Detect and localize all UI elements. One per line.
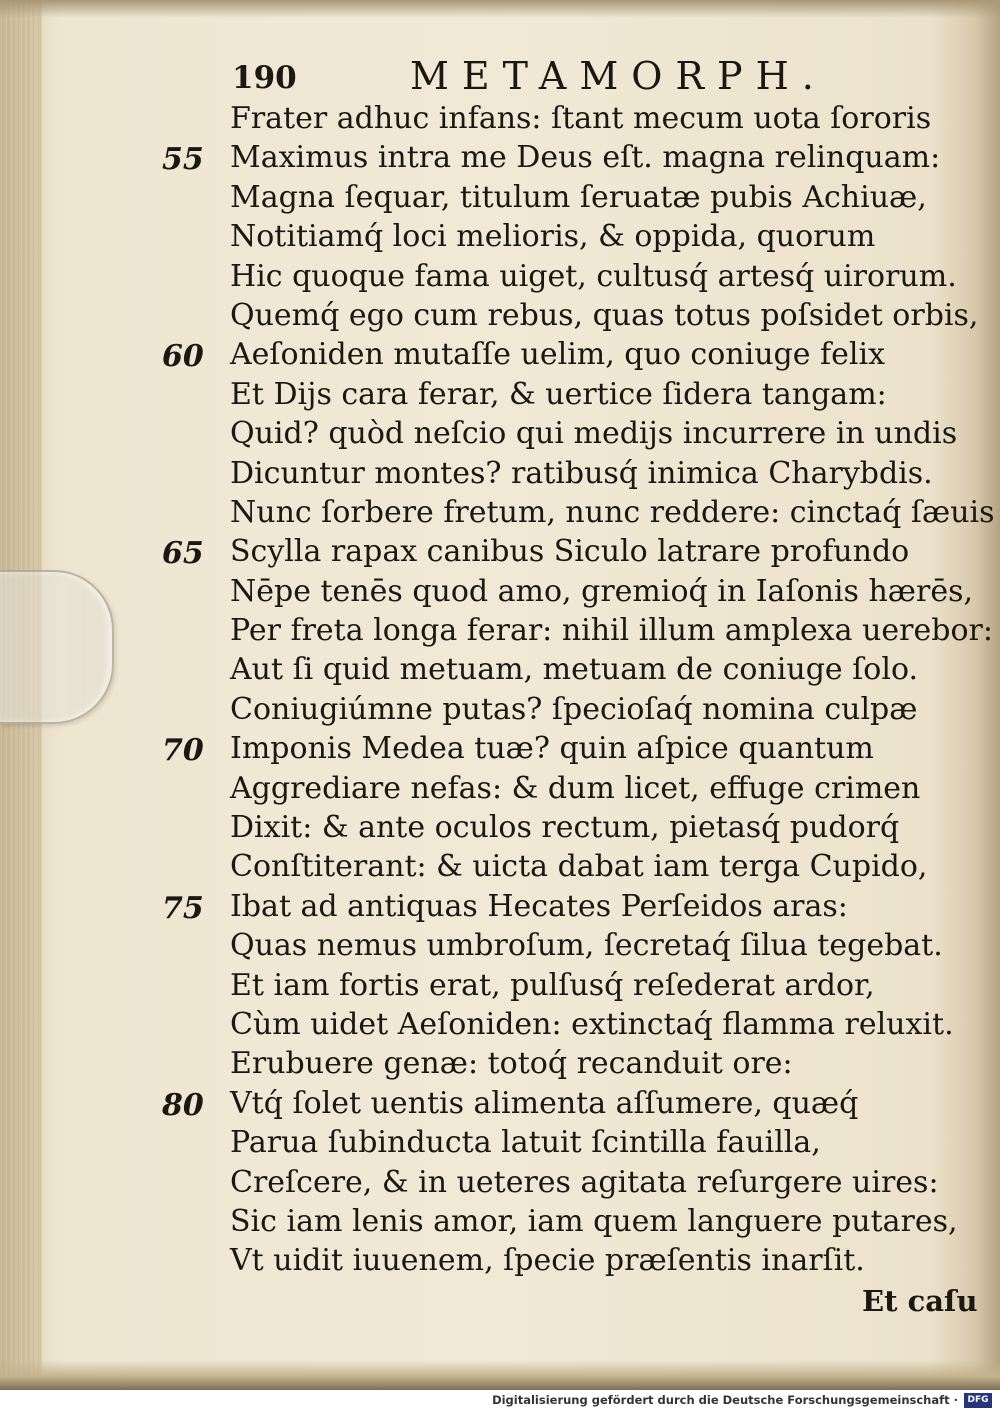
verse-text: Scylla rapax canibus Siculo latrare profundo bbox=[230, 534, 910, 570]
verse-line bbox=[162, 138, 970, 178]
line-number: 80 bbox=[162, 1087, 204, 1123]
running-head: METAMORPH. bbox=[410, 54, 827, 98]
line-number: 65 bbox=[162, 536, 204, 572]
verse-text: Nunc ſorbere fretum, nunc reddere: cinctaq́ ſæuis bbox=[230, 494, 995, 530]
verse-line bbox=[162, 887, 970, 926]
verse-text: Vtq́ ſolet uentis alimenta aſſumere, quæq́ bbox=[230, 1085, 859, 1121]
verse-line bbox=[230, 257, 970, 296]
verse-text: Et iam fortis erat, pulſusq́ reſederat ardor, bbox=[230, 967, 875, 1003]
verse-line bbox=[230, 650, 970, 689]
verse-line bbox=[230, 847, 970, 886]
line-number: 75 bbox=[162, 890, 204, 926]
verse-text: Frater adhuc infans: ſtant mecum uota ſororis bbox=[230, 101, 932, 136]
verse-line bbox=[230, 217, 970, 256]
verse-text: Ibat ad antiquas Hecates Perſeidos aras: bbox=[230, 888, 848, 924]
verse-line bbox=[230, 769, 970, 808]
verse-text: Quas nemus umbroſum, ſecretaq́ ſilua tegebat. bbox=[230, 928, 943, 964]
verse-text: Coniugiúmne putas? ſpecioſaq́ nomina culpæ bbox=[230, 691, 918, 727]
verse-line bbox=[162, 729, 970, 769]
verse-line bbox=[230, 1202, 970, 1241]
verse-line bbox=[230, 808, 970, 847]
catchword: Et caſu bbox=[862, 1284, 978, 1318]
verse-text: Hic quoque fama uiget, cultusq́ artesq́ uirorum. bbox=[230, 258, 957, 294]
viewer-footer bbox=[0, 1390, 1000, 1412]
verse-text: Et Dijs cara ferar, & uertice ſidera tangam: bbox=[230, 376, 887, 412]
verse-line bbox=[230, 690, 970, 729]
verse-line bbox=[230, 611, 993, 650]
verse-text: Quid? quòd neſcio qui medijs incurrere in undis bbox=[230, 416, 958, 452]
verse-line bbox=[230, 1005, 970, 1044]
verse-line bbox=[230, 1123, 970, 1162]
verse-line bbox=[230, 414, 970, 453]
verse-line bbox=[230, 99, 970, 138]
page-header bbox=[232, 54, 872, 98]
verse-line bbox=[230, 1044, 970, 1083]
page-clip bbox=[0, 570, 114, 724]
verse-line bbox=[162, 1084, 970, 1123]
verse-text: Magna ſequar, titulum ſeruatæ pubis Achiuæ, bbox=[230, 179, 927, 215]
verse-text: Aut ſi quid metuam, metuam de coniuge ſolo. bbox=[230, 652, 919, 688]
verse-text: Conſtiterant: & uicta dabat iam terga Cupido, bbox=[230, 849, 928, 885]
verse-line bbox=[162, 532, 970, 572]
verse-text: Dicuntur montes? ratibusq́ inimica Charybdis. bbox=[230, 455, 933, 491]
verse-line bbox=[230, 1163, 970, 1202]
verse-line bbox=[230, 178, 970, 217]
verse-text: Aggrediare nefas: & dum licet, effuge crimen bbox=[230, 770, 921, 806]
top-shadow bbox=[0, 0, 1000, 18]
line-number: 55 bbox=[162, 142, 204, 178]
funding-note: Digitalisierung gefördert durch die Deutsche Forschungsgemeinschaft · bbox=[492, 1393, 958, 1407]
verse-text: Cùm uidet Aeſoniden: extinctaq́ flamma reluxit. bbox=[230, 1006, 954, 1042]
verse-text: Vt uidit iuuenem, ſpecie præſentis inarſit. bbox=[230, 1243, 865, 1279]
bottom-shadow bbox=[0, 1360, 1000, 1390]
verse-text: Aeſoniden mutaſſe uelim, quo coniuge felix bbox=[230, 337, 885, 373]
verse-text: Quemq́ ego cum rebus, quas totus poſsidet orbis, bbox=[230, 297, 979, 333]
verse-text: Per freta longa ferar: nihil illum amplexa uerebor: bbox=[230, 613, 993, 649]
verse-line bbox=[230, 1241, 970, 1280]
verse-text: Erubuere genæ: totoq́ recanduit ore: bbox=[230, 1046, 793, 1082]
page-number: 190 bbox=[232, 60, 297, 96]
verse-line bbox=[230, 454, 970, 493]
line-number: 60 bbox=[162, 339, 204, 375]
verse-line bbox=[230, 375, 970, 414]
verse-text: Nēpe tenēs quod amo, gremioq́ in Iaſonis hærēs, bbox=[230, 573, 973, 609]
line-number: 70 bbox=[162, 733, 204, 769]
verse-line bbox=[230, 296, 979, 335]
verse-text: Dixit: & ante oculos rectum, pietasq́ pudorq́ bbox=[230, 810, 900, 846]
verse-block bbox=[162, 99, 995, 1281]
verse-line bbox=[230, 966, 970, 1005]
verse-text: Notitiamq́ loci melioris, & oppida, quorum bbox=[230, 219, 876, 255]
verse-text: Parua ſubinducta latuit ſcintilla fauilla, bbox=[230, 1125, 821, 1161]
verse-text: Creſcere, & in ueteres agitata reſurgere uires: bbox=[230, 1164, 939, 1200]
verse-line bbox=[162, 335, 970, 375]
verse-text: Sic iam lenis amor, iam quem languere putares, bbox=[230, 1203, 958, 1239]
verse-line bbox=[230, 572, 973, 611]
dfg-logo: DFG bbox=[964, 1393, 992, 1408]
verse-text: Maximus intra me Deus eſt. magna relinquam: bbox=[230, 140, 941, 176]
verse-line bbox=[230, 926, 970, 965]
verse-text: Imponis Medea tuæ? quin aſpice quantum bbox=[230, 731, 874, 767]
verse-line bbox=[230, 493, 995, 532]
